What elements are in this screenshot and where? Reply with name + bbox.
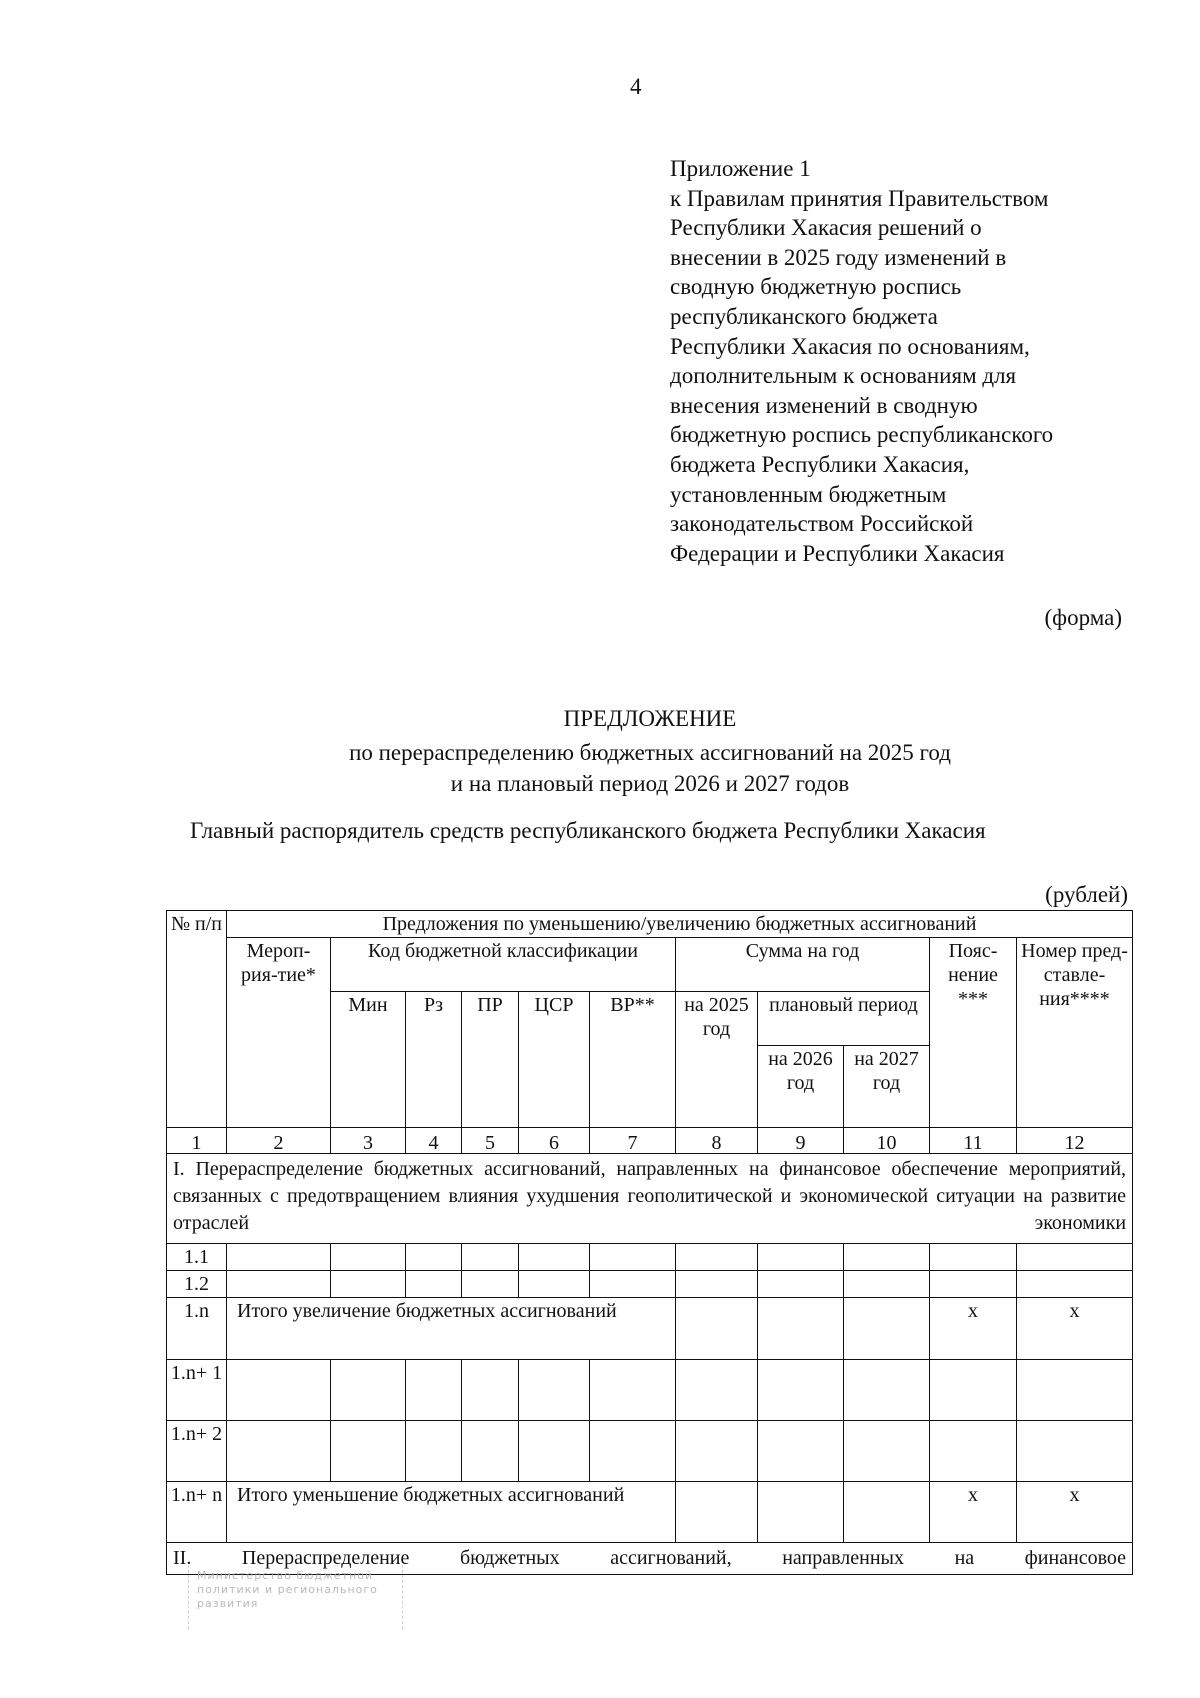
- page-number: 4: [630, 74, 642, 99]
- document-subtitle-line-1: по перераспределению бюджетных ассигнований на 2025 год: [349, 740, 951, 765]
- column-number: 11: [930, 1128, 1017, 1154]
- row-number: 1.1: [167, 1244, 227, 1271]
- faded-stamp: [188, 1565, 403, 1629]
- header-event: Мероп-рия-тие*: [227, 938, 331, 1128]
- x-mark: х: [1017, 1298, 1133, 1360]
- x-mark: х: [930, 1482, 1017, 1543]
- row-number: 1.n: [167, 1298, 227, 1360]
- row-number: 1.n+ n: [167, 1482, 227, 1543]
- header-budget-code: Код бюджетной классификации: [331, 938, 676, 992]
- appendix-line: Республики Хакасия решений о: [670, 215, 982, 241]
- column-number: 7: [590, 1128, 676, 1154]
- appendix-line: бюджетную роспись республиканского: [670, 422, 1054, 448]
- column-number: 10: [844, 1128, 930, 1154]
- column-number: 1: [167, 1128, 227, 1154]
- total-decrease-label: Итого уменьшение бюджетных ассигнований: [227, 1482, 676, 1543]
- column-number: 9: [758, 1128, 844, 1154]
- appendix-line: дополнительным к основаниям для: [670, 363, 1017, 389]
- table-row: [167, 1271, 1133, 1298]
- appendix-line: законодательством Российской: [670, 511, 974, 537]
- row-number: 1.n+ 1: [167, 1360, 227, 1421]
- proposal-table: [166, 910, 1133, 1575]
- header-year-2027: на 2027 год: [844, 1046, 930, 1128]
- column-number: 6: [519, 1128, 590, 1154]
- column-number: 2: [227, 1128, 331, 1154]
- column-number: 4: [406, 1128, 462, 1154]
- header-year-2025: на 2025 год: [676, 992, 758, 1128]
- document-subtitle-line-2: и на плановый период 2026 и 2027 годов: [450, 771, 850, 796]
- header-submission-number: Номер пред-ставле-ния****: [1017, 938, 1133, 1128]
- x-mark: х: [1017, 1482, 1133, 1543]
- appendix-line: бюджета Республики Хакасия,: [670, 451, 970, 477]
- chief-distributor-line: Главный распорядитель средств республиканского бюджета Республики Хакасия: [190, 818, 986, 843]
- header-pr: ПР: [462, 992, 519, 1128]
- appendix-line: сводную бюджетную роспись: [670, 274, 962, 300]
- header-rz: Рз: [406, 992, 462, 1128]
- column-number: 5: [462, 1128, 519, 1154]
- row-number: 1.n+ 2: [167, 1421, 227, 1482]
- document-title: ПРЕДЛОЖЕНИЕ: [563, 706, 737, 731]
- appendix-line: внесении в 2025 году изменений в: [670, 244, 1007, 270]
- appendix-line: к Правилам принятия Правительством: [670, 185, 1049, 211]
- column-number: 3: [331, 1128, 406, 1154]
- table-row: [167, 1360, 1133, 1421]
- appendix-line: Приложение 1: [670, 156, 811, 181]
- section-1-heading: I. Перераспределение бюджетных ассигнований, направленных на финансовое обеспечение мероприятий, связанных с предотвращением влияния ухудшения геополитической и экономической ситуации на развитие отраслей экономики: [167, 1154, 1133, 1244]
- table-row: [167, 1421, 1133, 1482]
- table-row: [167, 1298, 1133, 1360]
- form-label: (форма): [1044, 605, 1122, 630]
- appendix-line: установленным бюджетным: [670, 481, 947, 507]
- row-number: 1.2: [167, 1271, 227, 1298]
- units-label: (рублей): [1045, 882, 1128, 907]
- column-number: 8: [676, 1128, 758, 1154]
- header-proposals-group: Предложения по уменьшению/увеличению бюджетных ассигнований: [227, 911, 1133, 938]
- appendix-line: внесения изменений в сводную: [670, 392, 978, 418]
- table-row: [167, 1244, 1133, 1271]
- column-number: 12: [1017, 1128, 1133, 1154]
- header-annual-sum: Сумма на год: [676, 938, 930, 992]
- appendix-line: Республики Хакасия по основаниям,: [670, 333, 1030, 359]
- appendix-line: Федерации и Республики Хакасия: [670, 540, 1005, 566]
- header-row-number: № п/п: [167, 911, 227, 1128]
- header-planned-period: плановый период: [758, 992, 930, 1046]
- stamp-line: Министерство бюджетной: [197, 1569, 374, 1582]
- x-mark: х: [930, 1298, 1017, 1360]
- header-csr: ЦСР: [519, 992, 590, 1128]
- stamp-line: политики и регионального: [197, 1583, 378, 1596]
- appendix-block: [670, 154, 1140, 568]
- appendix-line: республиканского бюджета: [670, 303, 938, 329]
- section-2-heading: II. Перераспределение бюджетных ассигнований, направленных на финансовое: [167, 1543, 1133, 1575]
- header-vr: ВР**: [590, 992, 676, 1128]
- table-row: [167, 1482, 1133, 1543]
- header-explanation: Пояс-нение ***: [930, 938, 1017, 1128]
- header-min: Мин: [331, 992, 406, 1128]
- total-increase-label: Итого увеличение бюджетных ассигнований: [227, 1298, 676, 1360]
- stamp-line: развития: [197, 1597, 259, 1610]
- header-year-2026: на 2026 год: [758, 1046, 844, 1128]
